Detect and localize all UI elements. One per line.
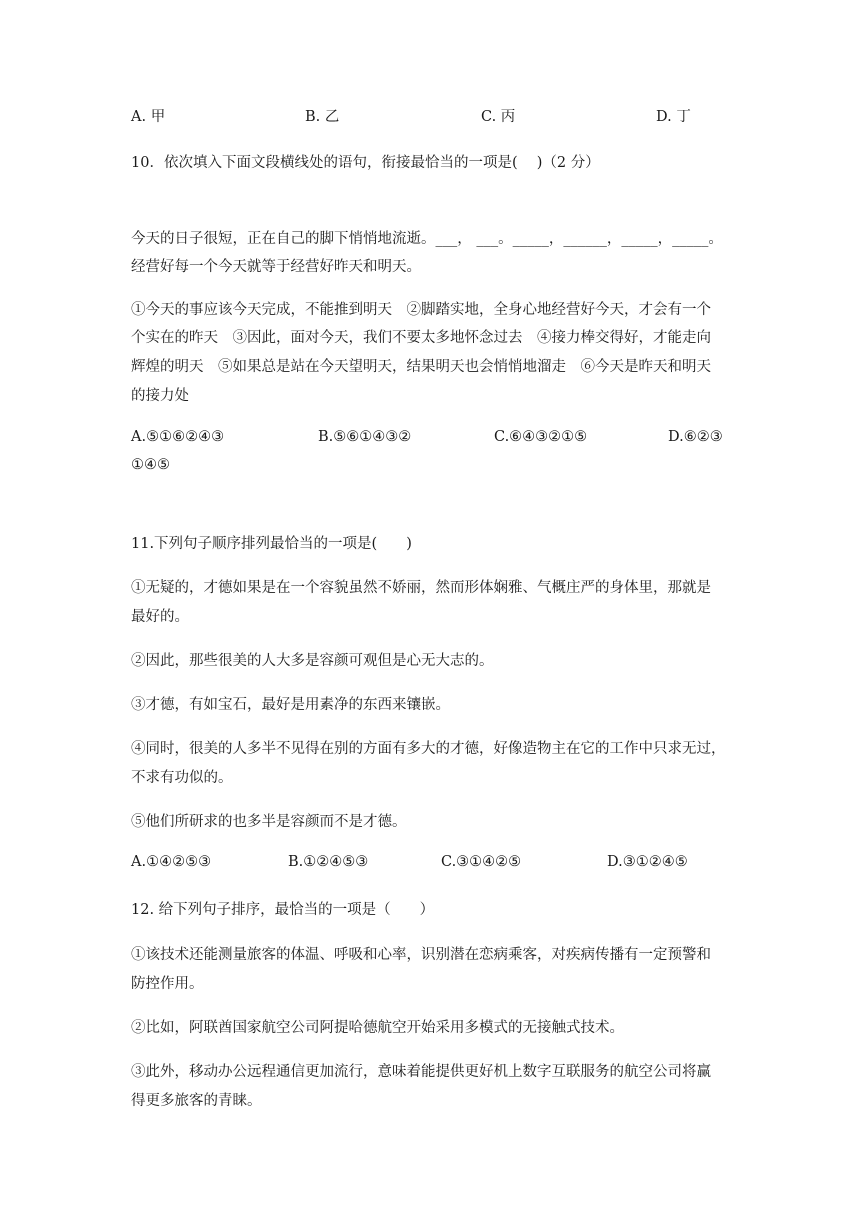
q12-item-2: ②比如，阿联酋国家航空公司阿提哈德航空开始采用多模式的无接触式技术。: [131, 1020, 624, 1036]
q12-item-1-line-2: 防控作用。: [131, 976, 204, 992]
q10-option-d: D.⑥②③: [668, 429, 723, 445]
q10-passage-line-2: 经营好每一个今天就等于经营好昨天和明天。: [131, 259, 421, 275]
q12-item-3-line-1: ③此外，移动办公远程通信更加流行，意味着能提供更好机上数字互联服务的航空公司将赢: [131, 1064, 711, 1080]
q10-option-d-continued: ①④⑤: [131, 457, 170, 473]
q10-sentences-line-2: 个实在的昨天 ③因此，面对今天，我们不要太多地怀念过去 ④接力棒交得好，才能走向: [131, 330, 711, 346]
q11-item-1-line-1: ①无疑的，才德如果是在一个容貌虽然不娇丽，然而形体娴雅、气概庄严的身体里，那就是: [131, 580, 711, 596]
q11-item-4-line-2: 不求有功似的。: [131, 770, 233, 786]
q9-option-d: D. 丁: [656, 109, 691, 125]
q10-passage-line-1: 今天的日子很短，正在自己的脚下悄悄地流逝。___， ___。_____，______，_____，_____。: [131, 231, 723, 247]
q11-option-d: D.③①②④⑤: [607, 854, 688, 870]
q12-stem: 12. 给下列句子排序，最恰当的一项是（ ）: [131, 902, 435, 918]
q12-item-3-line-2: 得更多旅客的青睐。: [131, 1093, 262, 1109]
q11-item-4-line-1: ④同时，很美的人多半不见得在别的方面有多大的才德，好像造物主在它的工作中只求无过，: [131, 741, 726, 757]
q10-sentences-line-4: 的接力处: [131, 388, 189, 404]
q10-option-b: B.⑤⑥①④③②: [318, 429, 412, 445]
q9-option-a: A. 甲: [131, 109, 166, 125]
q10-sentences-line-1: ①今天的事应该今天完成，不能推到明天 ②脚踏实地，全身心地经营好今天，才会有一个: [131, 302, 711, 318]
q11-item-3: ③才德，有如宝石，最好是用素净的东西来镶嵌。: [131, 697, 450, 713]
q10-option-c: C.⑥④③②①⑤: [494, 429, 588, 445]
q12-item-1-line-1: ①该技术还能测量旅客的体温、呼吸和心率，识别潜在恋病乘客，对疾病传播有一定预警和: [131, 947, 711, 963]
q11-item-2: ②因此，那些很美的人大多是容颜可观但是心无大志的。: [131, 653, 494, 669]
q11-option-b: B.①②④⑤③: [288, 854, 369, 870]
q10-stem: 10．依次填入下面文段横线处的语句，衔接最恰当的一项是( )（2 分）: [131, 155, 600, 171]
q11-item-5: ⑤他们所研求的也多半是容颜而不是才德。: [131, 814, 407, 830]
q11-stem: 11.下列句子顺序排列最恰当的一项是( ): [131, 536, 412, 552]
q10-sentences-line-3: 辉煌的明天 ⑤如果总是站在今天望明天，结果明天也会悄悄地溜走 ⑥今天是昨天和明天: [131, 359, 711, 375]
q11-option-c: C.③①④②⑤: [441, 854, 522, 870]
q10-option-a: A.⑤①⑥②④③: [131, 429, 225, 445]
q11-item-1-line-2: 最好的。: [131, 609, 189, 625]
q11-option-a: A.①④②⑤③: [131, 854, 212, 870]
q9-option-b: B. 乙: [305, 109, 340, 125]
q9-option-c: C. 丙: [481, 109, 516, 125]
